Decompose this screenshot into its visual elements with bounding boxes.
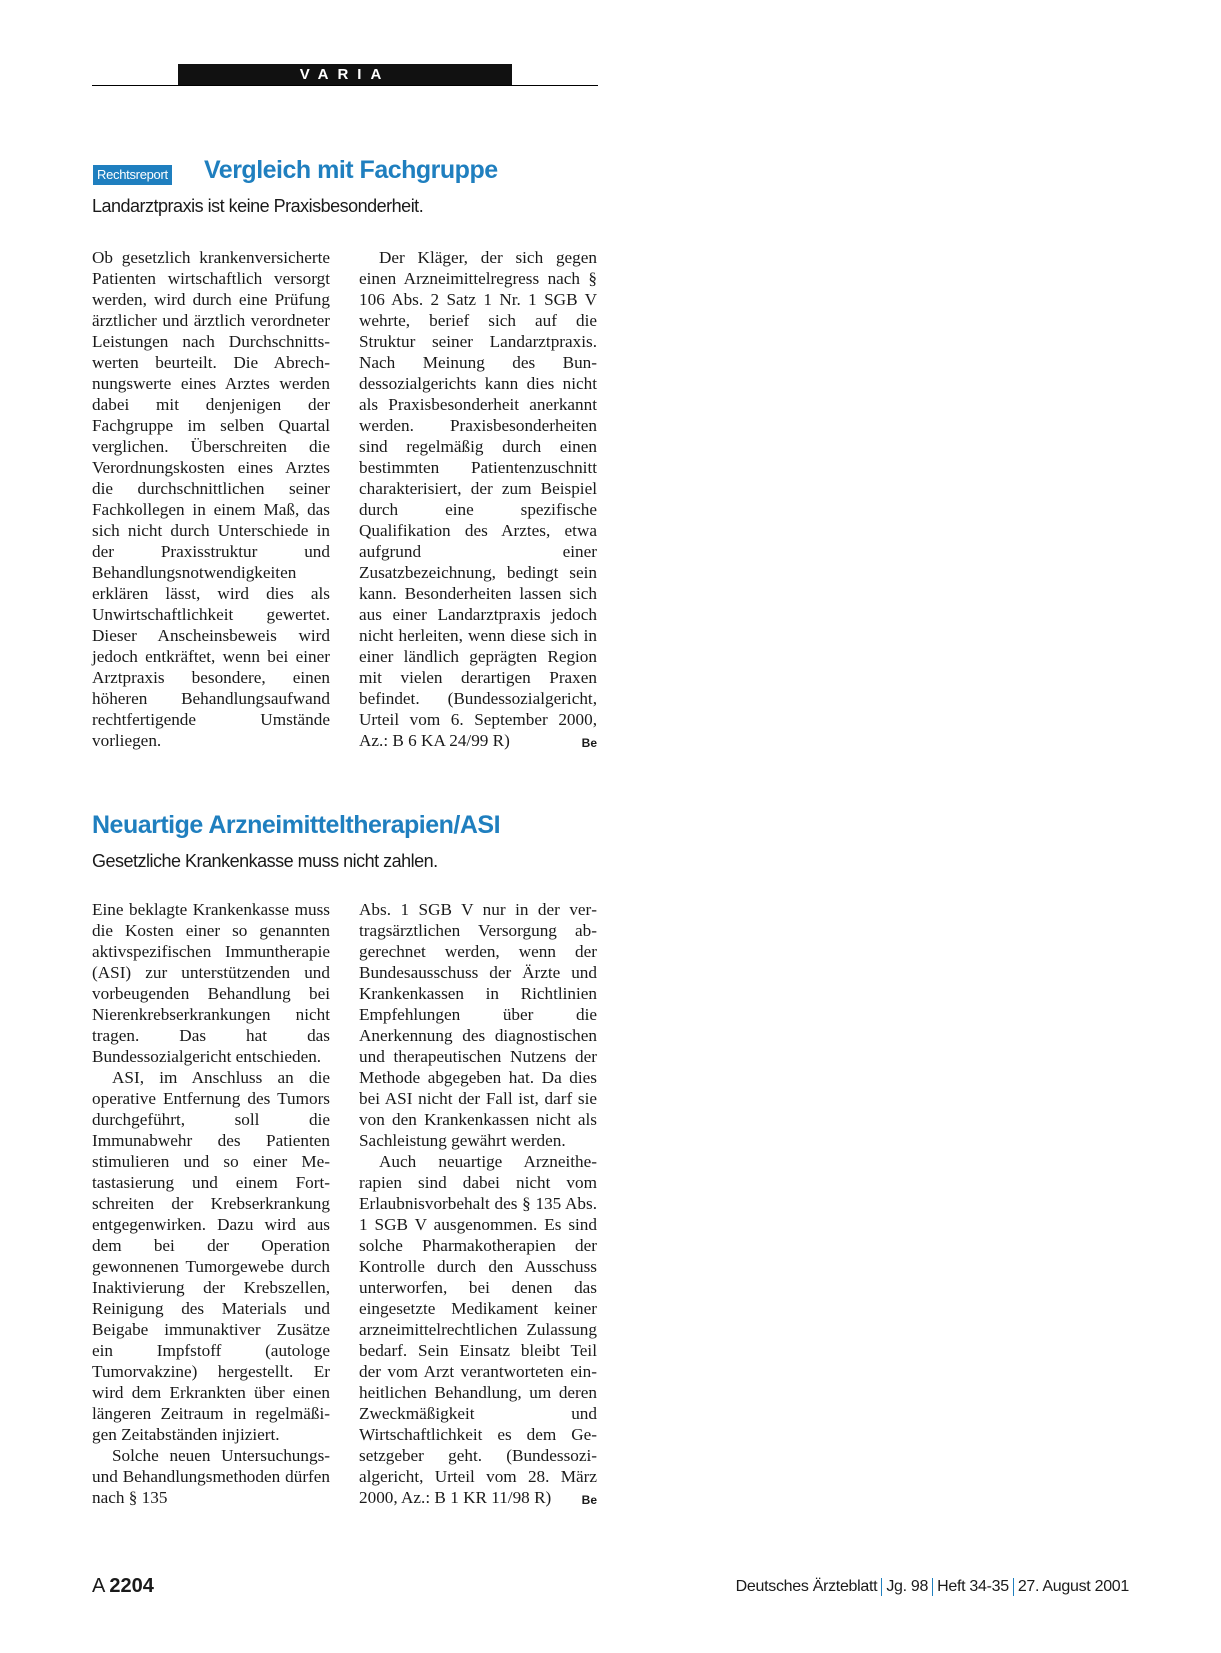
journal-name: Deutsches Ärzteblatt [735, 1578, 878, 1596]
footer-separator [932, 1578, 933, 1596]
paragraph [359, 1151, 597, 1508]
article2-title: Neuartige Arzneimitteltherapien/ASI [92, 811, 501, 839]
article1-title: Vergleich mit Fachgruppe [204, 156, 498, 184]
page-number-value: 2204 [109, 1575, 154, 1597]
paragraph-text: Der Kläger, der sich gegen einen Arzneimittelregress nach § 106 Abs. 2 Satz 1 Nr. 1 SGB V wehrte, berief sich auf die Struktur seiner Landarztpraxis. Nach Meinung des Bundessozialgerichts kann dies nicht als Praxisbesonderheit anerkannt werden. Praxisbesonderheiten sind regelmäßig durch einen bestimmten Patientenzuschnitt charakterisiert, der zum Beispiel durch eine spezifische Qualifikation des Arztes, etwa aufgrund einer Zusatzbezeichnung, bedingt sein kann. Besonderheiten lassen sich aus einer Landarztpraxis jedoch nicht herleiten, wenn diese sich in einer ländlich geprägten Region mit vielen derartigen Praxen befindet. (Bundessozialgericht, Urteil vom 6. September 2000, Az.: B 6 KA 24/99 R) [359, 248, 597, 750]
paragraph [359, 247, 597, 751]
footer-separator [1013, 1578, 1014, 1596]
paragraph: Eine beklagte Krankenkasse muss die Kosten einer so genannten aktivspezifischen Immuntherapie (ASI) zur unterstützenden und vorbeugenden Behandlung bei Nierenkrebserkrankungen nicht tragen. Das hat das Bundessozialgericht entschieden. [92, 900, 330, 1066]
paragraph: Solche neuen Untersuchungs- und Behandlungsmethoden dürfen nach § 135 [92, 1446, 330, 1507]
article2-subtitle: Gesetzliche Krankenkasse muss nicht zahlen. [92, 851, 438, 871]
paragraph: ASI, im Anschluss an die operative Entfernung des Tumors durchgeführt, soll die Immunabwehr des Patienten stimulieren und so einer Metastasierung und einem Fortschreiten der Krebserkrankung entgegenwirken. Dazu wird aus dem bei der Operation gewonnenen Tumorgewebe durch Inaktivierung der Krebszellen, Reinigung des Materials und Beigabe immunaktiver Zusätze ein Impfstoff (autologe Tumorvakzine) hergestellt. Er wird dem Erkrankten über einen längeren Zeitraum in regelmäßigen Zeitabständen injiziert. [92, 1068, 330, 1444]
section-header: VARIA [178, 64, 512, 85]
journal-footer [736, 1578, 1129, 1596]
article2-column-2 [359, 899, 597, 1511]
rubric-tag: Rechtsreport [93, 165, 172, 185]
article1-subtitle: Landarztpraxis ist keine Praxisbesonderheit. [92, 196, 424, 216]
paragraph: Abs. 1 SGB V nur in der vertragsärztlichen Versorgung abgerechnet werden, wenn der Bundesausschuss der Ärzte und Krankenkassen in Richtlinien Empfehlungen über die Anerkennung des diagnostischen und therapeutischen Nutzens der Methode abgegeben hat. Da dies bei ASI nicht der Fall ist, darf sie von den Krankenkassen nicht als Sachleistung gewährt werden. [359, 900, 597, 1150]
author-initials: Be [581, 736, 597, 750]
author-initials: Be [581, 1493, 597, 1507]
journal-volume: Jg. 98 [886, 1578, 929, 1596]
footer-separator [881, 1578, 882, 1596]
paragraph-text: Auch neuartige Arzneitherapien sind dabei nicht vom Erlaubnisvorbehalt des § 135 Abs. 1 SGB V ausgenommen. Es sind solche Pharmakotherapien der Kontrolle durch den Ausschuss unterworfen, bei denen das eingesetzte Medikament keiner arzneimittelrechtlichen Zulassung bedarf. Sein Einsatz bleibt Teil der vom Arzt verantworteten einheitlichen Behandlung, um deren Zweckmäßigkeit und Wirtschaftlichkeit es dem Gesetzgeber geht. (Bundessozialgericht, Urteil vom 28. März 2000, Az.: B 1 KR 11/98 R) [359, 1152, 597, 1507]
article1-column-2 [359, 247, 597, 754]
article2-column-1 [92, 899, 330, 1508]
journal-date: 27. August 2001 [1017, 1578, 1129, 1596]
page-prefix: A [92, 1575, 106, 1597]
page-number [92, 1575, 154, 1598]
header-rule [92, 85, 598, 86]
paragraph: Ob gesetzlich krankenversicherte Patienten wirtschaftlich versorgt werden, wird durch eine Prüfung ärztlicher und ärztlich verordneter Leistungen nach Durchschnittswerten beurteilt. Die Abrechnungswerte eines Arztes werden dabei mit denjenigen der Fachgruppe im selben Quartal verglichen. Überschreiten die Verordnungskosten eines Arztes die durchschnittlichen seiner Fachkollegen in einem Maß, das sich nicht durch Unterschiede in der Praxisstruktur und Behandlungsnotwendigkeiten erklären lässt, wird dies als Unwirtschaftlichkeit gewertet. Dieser Anscheinsbeweis wird jedoch entkräftet, wenn bei einer Arztpraxis besondere, einen höheren Behandlungsaufwand rechtfertigende Umstände vorliegen. [92, 248, 330, 750]
journal-issue: Heft 34-35 [937, 1578, 1009, 1596]
article1-column-1 [92, 247, 330, 751]
